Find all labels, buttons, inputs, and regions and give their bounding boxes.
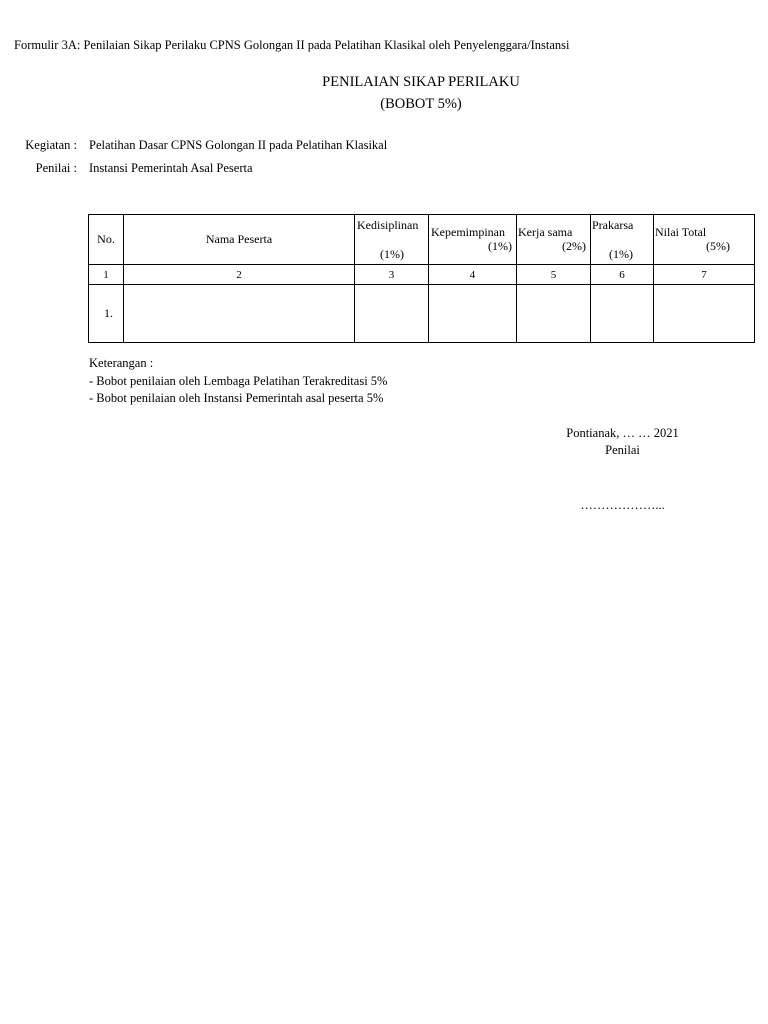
header-prakarsa-weight: (1%)	[609, 247, 633, 261]
signature-place-date: Pontianak, … … 2021	[566, 426, 679, 440]
header-kepemimpinan-weight: (1%)	[488, 239, 512, 253]
form-label: Formulir 3A: Penilaian Sikap Perilaku CPNS Golongan II pada Pelatihan Klasikal oleh Penyelenggara/Instansi	[14, 38, 570, 52]
header-nama-peserta: Nama Peserta	[124, 215, 355, 265]
kegiatan-label: Kegiatan :	[25, 138, 77, 152]
column-number: 5	[517, 265, 591, 285]
notes-item: - Bobot penilaian oleh Instansi Pemerintah asal peserta 5%	[89, 391, 384, 405]
column-number: 4	[429, 265, 517, 285]
column-number: 6	[591, 265, 654, 285]
column-number: 7	[654, 265, 755, 285]
row-kerja-sama[interactable]	[517, 285, 591, 343]
header-kepemimpinan-label: Kepemimpinan	[431, 225, 505, 239]
signature-name-line: ………………...	[580, 498, 665, 512]
kegiatan-value: Pelatihan Dasar CPNS Golongan II pada Pelatihan Klasikal	[89, 138, 388, 152]
header-no: No.	[89, 215, 124, 265]
header-nilai-total	[654, 215, 755, 265]
header-nilai-total-weight: (5%)	[706, 239, 730, 253]
column-number: 2	[124, 265, 355, 285]
penilai-label: Penilai :	[35, 161, 77, 175]
table-header-row	[89, 215, 755, 265]
penilai-value: Instansi Pemerintah Asal Peserta	[89, 161, 253, 175]
header-kedisiplinan-weight: (1%)	[380, 247, 404, 261]
row-nilai-total[interactable]	[654, 285, 755, 343]
header-kerja-sama-label: Kerja sama	[518, 225, 573, 239]
header-kedisiplinan-label: Kedisiplinan	[357, 218, 419, 232]
row-kepemimpinan[interactable]	[429, 285, 517, 343]
header-prakarsa-label: Prakarsa	[592, 218, 634, 232]
page-title: PENILAIAN SIKAP PERILAKU	[322, 74, 520, 90]
signature-role: Penilai	[605, 443, 640, 457]
assessment-table	[88, 214, 755, 343]
row-nama-peserta[interactable]	[124, 285, 355, 343]
notes-item: - Bobot penilaian oleh Lembaga Pelatihan Terakreditasi 5%	[89, 374, 388, 388]
header-kerja-sama-weight: (2%)	[562, 239, 586, 253]
header-nilai-total-label: Nilai Total	[655, 225, 707, 239]
column-number: 3	[355, 265, 429, 285]
page-subtitle-weight: (BOBOT 5%)	[380, 96, 462, 112]
table-row	[89, 285, 755, 343]
header-kepemimpinan	[429, 215, 517, 265]
header-kedisiplinan	[355, 215, 429, 265]
header-prakarsa	[591, 215, 654, 265]
header-kerja-sama	[517, 215, 591, 265]
row-no: 1.	[89, 285, 124, 343]
notes-heading: Keterangan :	[89, 356, 154, 370]
column-number-row	[89, 265, 755, 285]
row-prakarsa[interactable]	[591, 285, 654, 343]
row-kedisiplinan[interactable]	[355, 285, 429, 343]
column-number: 1	[89, 265, 124, 285]
